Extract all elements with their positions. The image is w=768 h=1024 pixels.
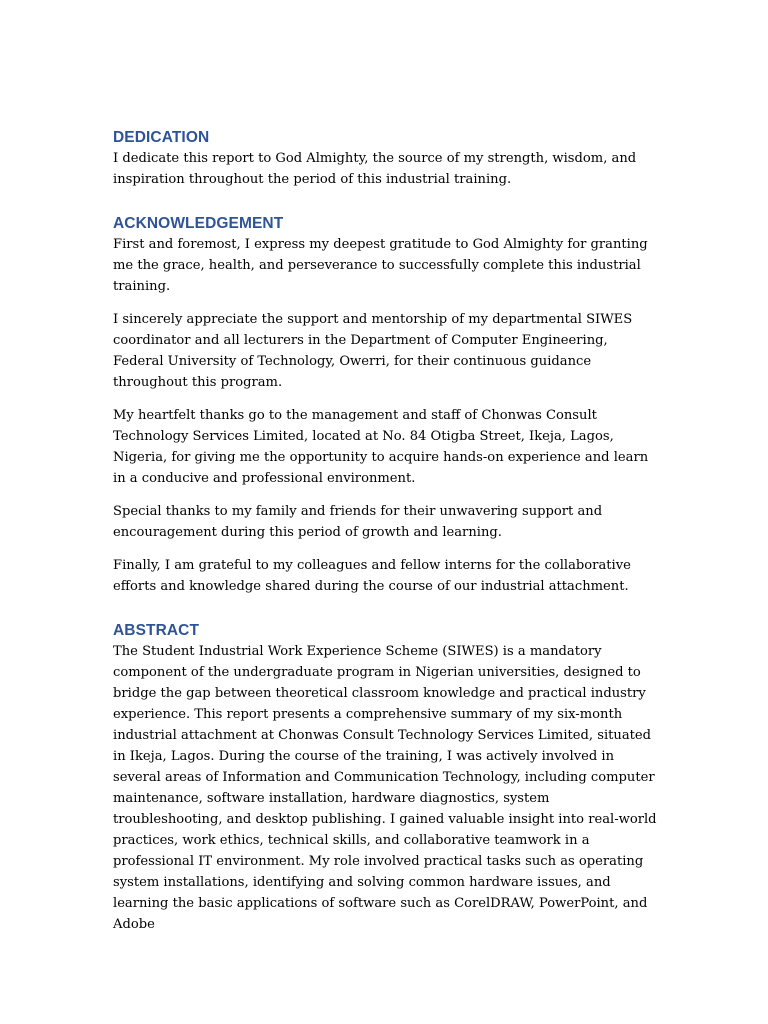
- abstract-section: [113, 620, 661, 935]
- dedication-heading: DEDICATION: [113, 129, 210, 146]
- document-page: [113, 118, 661, 935]
- dedication-paragraph: I dedicate this report to God Almighty, the source of my strength, wisdom, and inspiration throughout the period of this industrial training.: [113, 151, 637, 187]
- abstract-heading: ABSTRACT: [113, 622, 200, 639]
- acknowledgement-paragraph: I sincerely appreciate the support and mentorship of my departmental SIWES coordinator and all lecturers in the Department of Computer Engineering, Federal University of Technology, Owerri, for their continuous guidance throughout this program.: [113, 312, 633, 390]
- acknowledgement-paragraph: Special thanks to my family and friends for their unwavering support and encouragement during this period of growth and learning.: [113, 504, 603, 540]
- acknowledgement-paragraph: Finally, I am grateful to my colleagues and fellow interns for the collaborative efforts and knowledge shared during the course of our industrial attachment.: [113, 558, 631, 594]
- acknowledgement-paragraph: My heartfelt thanks go to the management and staff of Chonwas Consult Technology Services Limited, located at No. 84 Otigba Street, Ikeja, Lagos, Nigeria, for giving me the opportunity to acquire hands-on experience and learn in a conducive and professional environment.: [113, 408, 649, 486]
- acknowledgement-paragraph: First and foremost, I express my deepest gratitude to God Almighty for granting me the grace, health, and perseverance to successfully complete this industrial training.: [113, 237, 648, 294]
- dedication-section: [113, 127, 661, 190]
- abstract-paragraph: The Student Industrial Work Experience Scheme (SIWES) is a mandatory component of the undergraduate program in Nigerian universities, designed to bridge the gap between theoretical classroom knowledge and practical industry experience. This report presents a comprehensive summary of my six-month industrial attachment at Chonwas Consult Technology Services Limited, situated in Ikeja, Lagos. During the course of the training, I was actively involved in several areas of Information and Communication Technology, including computer maintenance, software installation, hardware diagnostics, system troubleshooting, and desktop publishing. I gained valuable insight into real-world practices, work ethics, technical skills, and collaborative teamwork in a professional IT environment. My role involved practical tasks such as operating system installations, identifying and solving common hardware issues, and learning the basic applications of software such as CorelDRAW, PowerPoint, and Adobe: [113, 644, 657, 932]
- acknowledgement-heading: ACKNOWLEDGEMENT: [113, 215, 284, 232]
- acknowledgement-section: [113, 213, 661, 597]
